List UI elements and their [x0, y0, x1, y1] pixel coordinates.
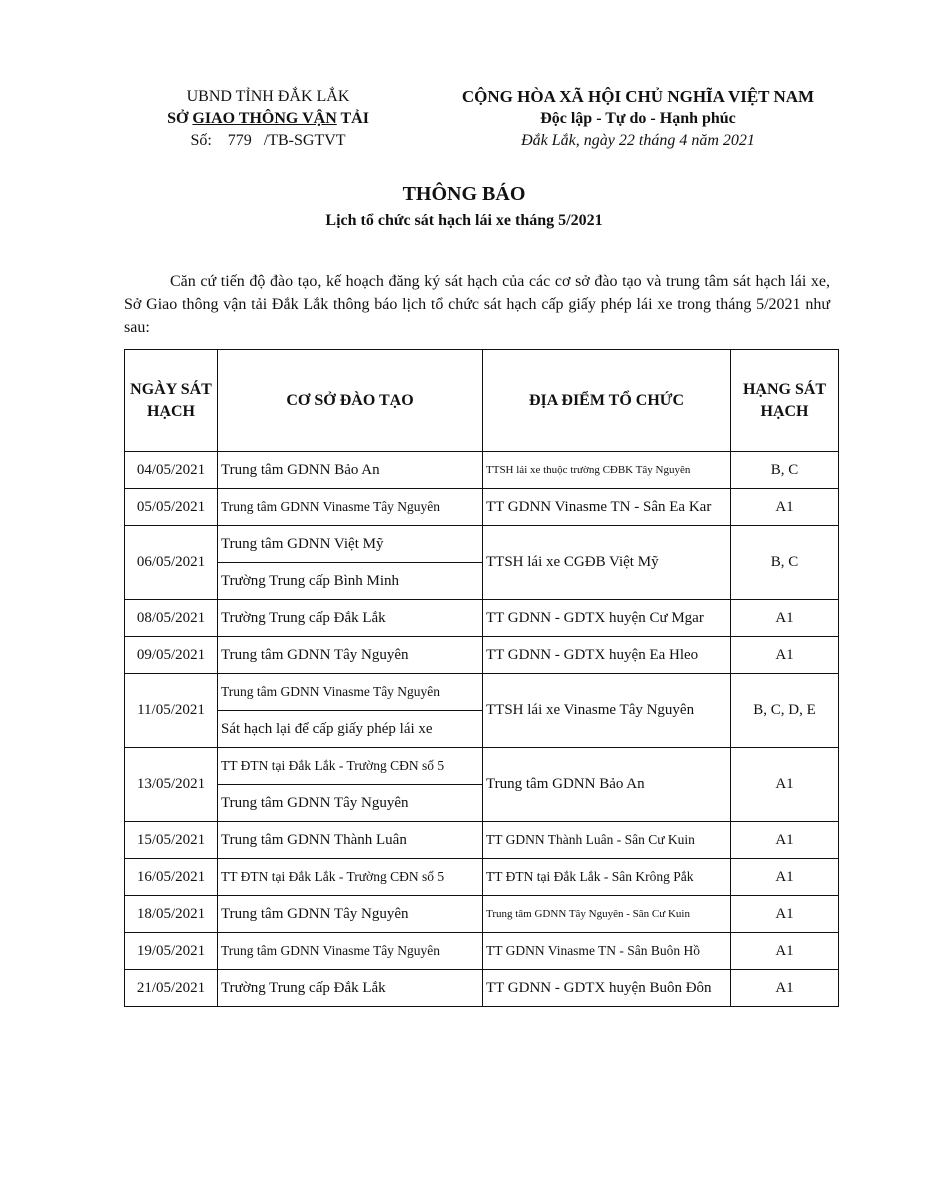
- schedule-table: [124, 349, 839, 1007]
- rank-cell: A1: [731, 970, 839, 1007]
- date-cell: 13/05/2021: [125, 748, 218, 822]
- issuer-block: [118, 86, 418, 152]
- school-cell: Trường Trung cấp Đắk Lắk: [218, 600, 483, 637]
- rank-cell: A1: [731, 896, 839, 933]
- place-cell: TTSH lái xe Vinasme Tây Nguyên: [483, 674, 731, 748]
- rank-cell: A1: [731, 859, 839, 896]
- table-row: [125, 489, 839, 526]
- school-cell: Trường Trung cấp Đắk Lắk: [218, 970, 483, 1007]
- school-cell: TT ĐTN tại Đắk Lắk - Trường CĐN số 5: [218, 859, 483, 896]
- issuer-department-a: SỞ: [167, 110, 193, 127]
- date-cell: 15/05/2021: [125, 822, 218, 859]
- country-name: CỘNG HÒA XÃ HỘI CHỦ NGHĨA VIỆT NAM: [461, 87, 815, 106]
- motto: Độc lập - Tự do - Hạnh phúc: [540, 110, 736, 127]
- rank-cell: A1: [731, 600, 839, 637]
- table-row: [125, 822, 839, 859]
- rank-cell: A1: [731, 748, 839, 822]
- date-cell: 18/05/2021: [125, 896, 218, 933]
- place-cell: Trung tâm GDNN Bảo An: [483, 748, 731, 822]
- table-row: [125, 859, 839, 896]
- date-cell: 06/05/2021: [125, 526, 218, 600]
- place-cell: TTSH lái xe thuộc trường CĐBK Tây Nguyên: [483, 452, 731, 489]
- table-row: [125, 637, 839, 674]
- rank-cell: B, C, D, E: [731, 674, 839, 748]
- issuer-department-c: TẢI: [336, 110, 369, 127]
- place-cell: Trung tâm GDNN Tây Nguyên - Sân Cư Kuin: [483, 896, 731, 933]
- rank-cell: A1: [731, 933, 839, 970]
- school-cell: TT ĐTN tại Đắk Lắk - Trường CĐN số 5: [218, 748, 483, 785]
- place-cell: TT GDNN - GDTX huyện Ea Hleo: [483, 637, 731, 674]
- place-cell: TT ĐTN tại Đắk Lắk - Sân Krông Pắk: [483, 859, 731, 896]
- rank-cell: B, C: [731, 452, 839, 489]
- school-cell: Trung tâm GDNN Việt Mỹ: [218, 526, 483, 563]
- school-cell: Trung tâm GDNN Vinasme Tây Nguyên: [218, 489, 483, 526]
- table-row: [125, 933, 839, 970]
- place-date: Đắk Lắk, ngày 22 tháng 4 năm 2021: [521, 132, 755, 149]
- document-number: Số: 779 /TB-SGTVT: [190, 132, 346, 149]
- school-cell: Trung tâm GDNN Bảo An: [218, 452, 483, 489]
- place-cell: TT GDNN Vinasme TN - Sân Ea Kar: [483, 489, 731, 526]
- date-cell: 08/05/2021: [125, 600, 218, 637]
- issuer-department: [118, 108, 418, 130]
- date-cell: 05/05/2021: [125, 489, 218, 526]
- table-row: [125, 896, 839, 933]
- table-row: [125, 526, 839, 563]
- place-cell: TT GDNN Vinasme TN - Sân Buôn Hồ: [483, 933, 731, 970]
- table-row: [125, 970, 839, 1007]
- header-school: CƠ SỞ ĐÀO TẠO: [218, 350, 483, 452]
- issuer-province: UBND TỈNH ĐẮK LẮK: [186, 88, 350, 105]
- intro-paragraph: Căn cứ tiến độ đào tạo, kế hoạch đăng ký sát hạch của các cơ sở đào tạo và trung tâm sát hạch lái xe, Sở Giao thông vận tải Đắk Lắk thông báo lịch tổ chức sát hạch cấp giấy phép lái xe trong tháng 5/2021 như sau:: [124, 273, 830, 336]
- issuer-department-b: GIAO THÔNG VẬN: [192, 110, 337, 127]
- header-rank: HẠNG SÁT HẠCH: [731, 350, 839, 452]
- national-motto-block: [438, 86, 838, 152]
- place-cell: TT GDNN - GDTX huyện Buôn Đôn: [483, 970, 731, 1007]
- table-row: [125, 600, 839, 637]
- rank-cell: A1: [731, 822, 839, 859]
- table-row: [125, 452, 839, 489]
- school-cell: Trung tâm GDNN Tây Nguyên: [218, 637, 483, 674]
- document-subtitle: Lịch tổ chức sát hạch lái xe tháng 5/2021: [325, 212, 603, 229]
- rank-cell: A1: [731, 637, 839, 674]
- school-cell: Trung tâm GDNN Tây Nguyên: [218, 785, 483, 822]
- date-cell: 16/05/2021: [125, 859, 218, 896]
- table-row: [125, 748, 839, 785]
- table-header-row: [125, 350, 839, 452]
- place-cell: TTSH lái xe CGĐB Việt Mỹ: [483, 526, 731, 600]
- place-cell: TT GDNN Thành Luân - Sân Cư Kuin: [483, 822, 731, 859]
- school-cell: Trường Trung cấp Bình Minh: [218, 563, 483, 600]
- header-place: ĐỊA ĐIỂM TỔ CHỨC: [483, 350, 731, 452]
- place-cell: TT GDNN - GDTX huyện Cư Mgar: [483, 600, 731, 637]
- table-row: [125, 674, 839, 711]
- date-cell: 11/05/2021: [125, 674, 218, 748]
- school-cell: Trung tâm GDNN Vinasme Tây Nguyên: [218, 674, 483, 711]
- rank-cell: B, C: [731, 526, 839, 600]
- document-title: THÔNG BÁO: [402, 183, 526, 205]
- school-cell: Trung tâm GDNN Vinasme Tây Nguyên: [218, 933, 483, 970]
- header-date: NGÀY SÁT HẠCH: [125, 350, 218, 452]
- date-cell: 04/05/2021: [125, 452, 218, 489]
- date-cell: 09/05/2021: [125, 637, 218, 674]
- school-cell: Trung tâm GDNN Tây Nguyên: [218, 896, 483, 933]
- school-cell: Sát hạch lại để cấp giấy phép lái xe: [218, 711, 483, 748]
- date-cell: 21/05/2021: [125, 970, 218, 1007]
- rank-cell: A1: [731, 489, 839, 526]
- school-cell: Trung tâm GDNN Thành Luân: [218, 822, 483, 859]
- date-cell: 19/05/2021: [125, 933, 218, 970]
